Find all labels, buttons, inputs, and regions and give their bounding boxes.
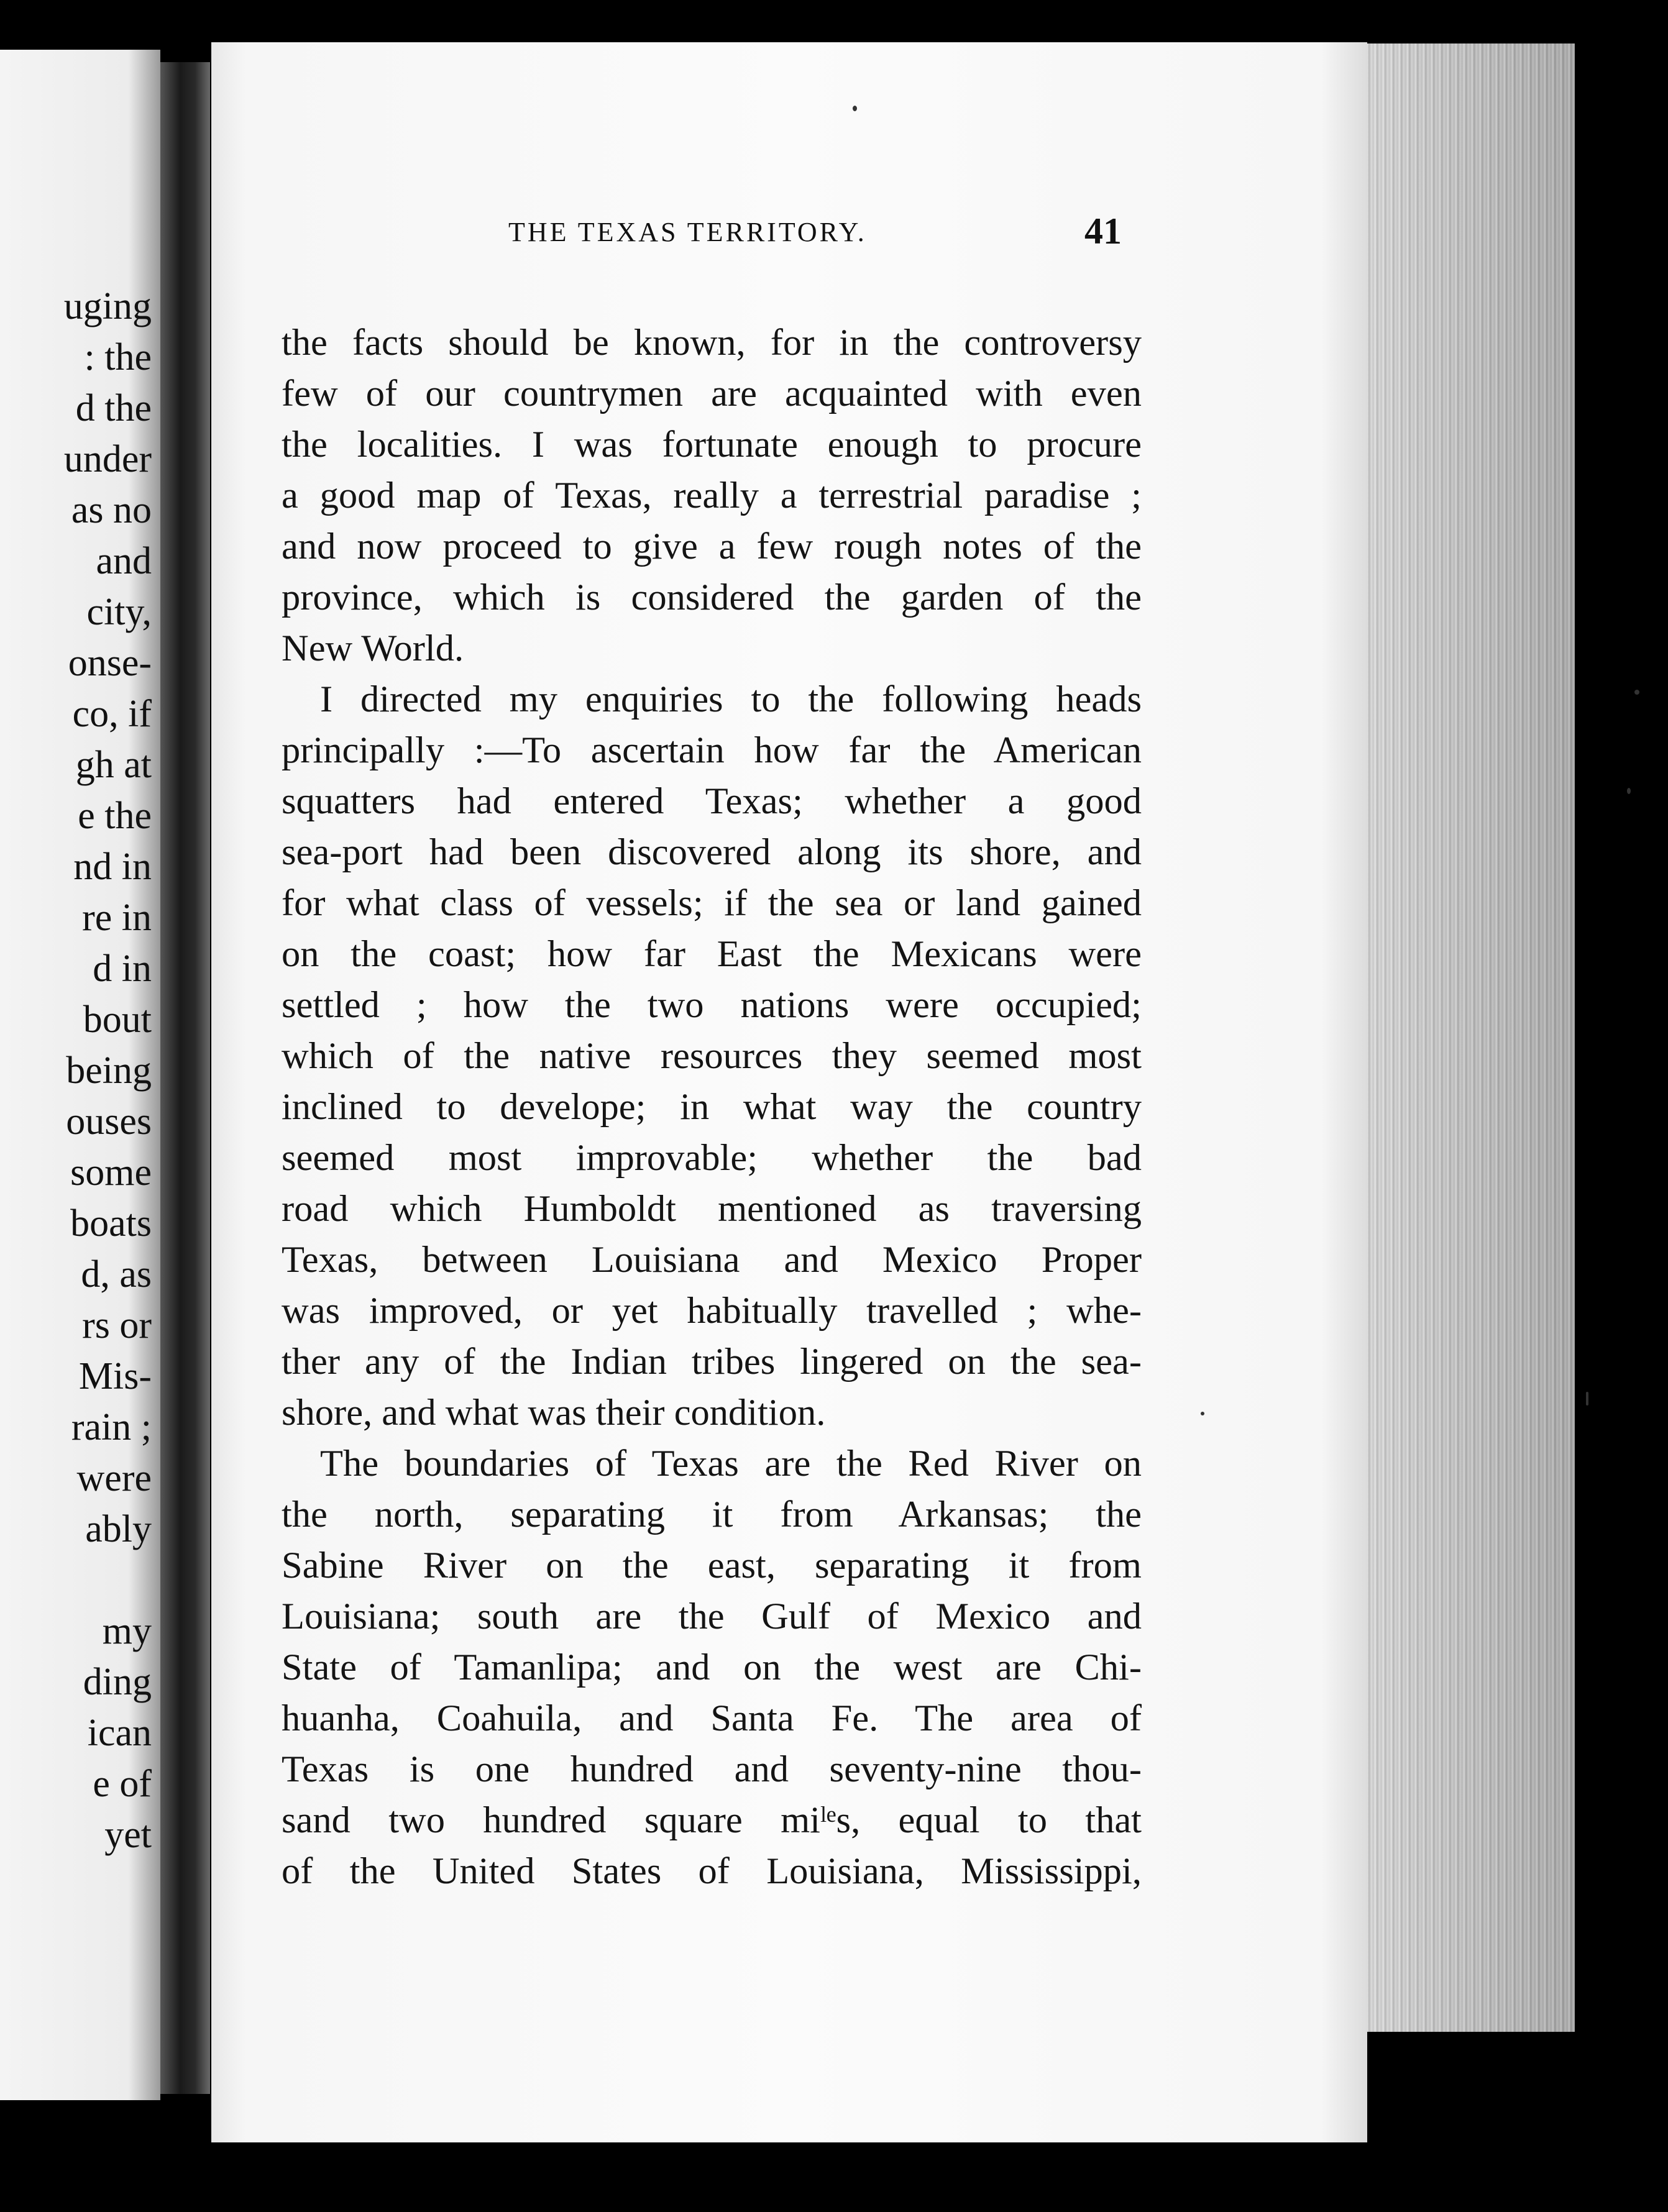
running-title: THE TEXAS TERRITORY. — [508, 217, 867, 247]
text-line: ther any of the Indian tribes lingered on the sea- — [282, 1341, 1142, 1382]
text-line: principally :—To ascertain how far the American — [282, 729, 1142, 771]
previous-page-line: under — [63, 438, 152, 480]
text-line: New World. — [282, 628, 464, 669]
previous-page-line: nd in — [73, 846, 152, 888]
scan-speck — [1201, 1412, 1204, 1415]
previous-page-line: city, — [86, 591, 152, 633]
previous-page-line: rs or — [82, 1304, 152, 1346]
previous-page-line: d the — [75, 387, 152, 429]
text-line: of the United States of Louisiana, Mississippi, — [282, 1850, 1142, 1892]
previous-page-line: some — [70, 1151, 152, 1194]
previous-page-line: ican — [87, 1712, 152, 1754]
text-line: the north, separating it from Arkansas; the — [282, 1494, 1142, 1535]
previous-page-line: re in — [82, 897, 152, 939]
text-line: for what class of vessels; if the sea or land gained — [282, 882, 1142, 924]
text-line: sea-port had been discovered along its shore, and — [282, 831, 1142, 873]
text-line: huanha, Coahuila, and Santa Fe. The area of — [282, 1698, 1142, 1739]
previous-page-line: d in — [93, 948, 152, 990]
text-line: province, which is considered the garden of the — [282, 577, 1142, 618]
previous-page-line: my — [102, 1610, 152, 1652]
text-line: I directed my enquiries to the following heads — [320, 679, 1142, 720]
text-line: and now proceed to give a few rough notes of the — [282, 526, 1142, 567]
book-gutter — [160, 62, 210, 2094]
text-line: a good map of Texas, really a terrestrial paradise ; — [282, 475, 1142, 516]
previous-page-line: bout — [83, 999, 152, 1041]
text-line: seemed most improvable; whether the bad — [282, 1137, 1142, 1179]
text-line: State of Tamanlipa; and on the west are Chi- — [282, 1647, 1142, 1688]
text-line: the localities. I was fortunate enough to procure — [282, 424, 1142, 465]
previous-page-line: were — [76, 1457, 152, 1499]
text-line: which of the native resources they seemed most — [282, 1035, 1142, 1077]
text-line: Louisiana; south are the Gulf of Mexico and — [282, 1596, 1142, 1637]
scan-speck — [1634, 690, 1639, 695]
previous-page-line: d, as — [81, 1253, 152, 1296]
previous-page-line: ding — [83, 1661, 152, 1703]
previous-page-line: gh at — [75, 744, 152, 786]
text-line: settled ; how the two nations were occupied; — [282, 984, 1142, 1026]
running-head — [211, 210, 1367, 260]
previous-page-line: ouses — [66, 1100, 152, 1143]
text-line: was improved, or yet habitually travelled ; whe- — [282, 1290, 1142, 1332]
previous-page-line: Mis- — [78, 1355, 152, 1397]
previous-page-line: as no — [71, 489, 152, 531]
text-line: sand two hundred square miˡᵉs, equal to that — [282, 1799, 1142, 1841]
page-edges — [1361, 43, 1575, 2032]
text-line: squatters had entered Texas; whether a good — [282, 780, 1142, 822]
previous-page-line: e the — [78, 795, 152, 837]
page-number: 41 — [1084, 211, 1122, 252]
previous-page-line: rain ; — [71, 1406, 152, 1448]
text-line: on the coast; how far East the Mexicans were — [282, 933, 1142, 975]
previous-page-line: yet — [104, 1814, 152, 1856]
scan-speck — [853, 106, 857, 111]
previous-page — [0, 50, 160, 2100]
previous-page-line: ably — [85, 1508, 152, 1550]
body-text — [282, 318, 1142, 1897]
text-line: Texas, between Louisiana and Mexico Proper — [282, 1239, 1142, 1281]
book-page — [211, 42, 1367, 2142]
text-line: Texas is one hundred and seventy-nine thou- — [282, 1748, 1142, 1790]
previous-page-line: : the — [84, 336, 152, 378]
text-line: the facts should be known, for in the controversy — [282, 322, 1142, 363]
previous-page-line — [64, 1555, 152, 1606]
scan-speck — [1586, 1392, 1588, 1405]
text-line: inclined to develope; in what way the country — [282, 1086, 1142, 1128]
previous-page-line: onse- — [68, 642, 152, 684]
text-line: few of our countrymen are acquainted with even — [282, 373, 1142, 414]
text-line: road which Humboldt mentioned as traversing — [282, 1188, 1142, 1230]
text-line: The boundaries of Texas are the Red River on — [320, 1443, 1142, 1484]
previous-page-line: boats — [70, 1202, 152, 1245]
previous-page-line: co, if — [72, 693, 152, 735]
text-line: shore, and what was their condition. — [282, 1392, 826, 1433]
previous-page-text-fragments — [64, 281, 152, 1860]
previous-page-line: e of — [93, 1763, 152, 1805]
previous-page-line: uging — [63, 285, 152, 327]
scan-speck — [1627, 788, 1631, 794]
previous-page-line: being — [66, 1049, 152, 1092]
previous-page-line: and — [96, 540, 152, 582]
text-line: Sabine River on the east, separating it from — [282, 1545, 1142, 1586]
